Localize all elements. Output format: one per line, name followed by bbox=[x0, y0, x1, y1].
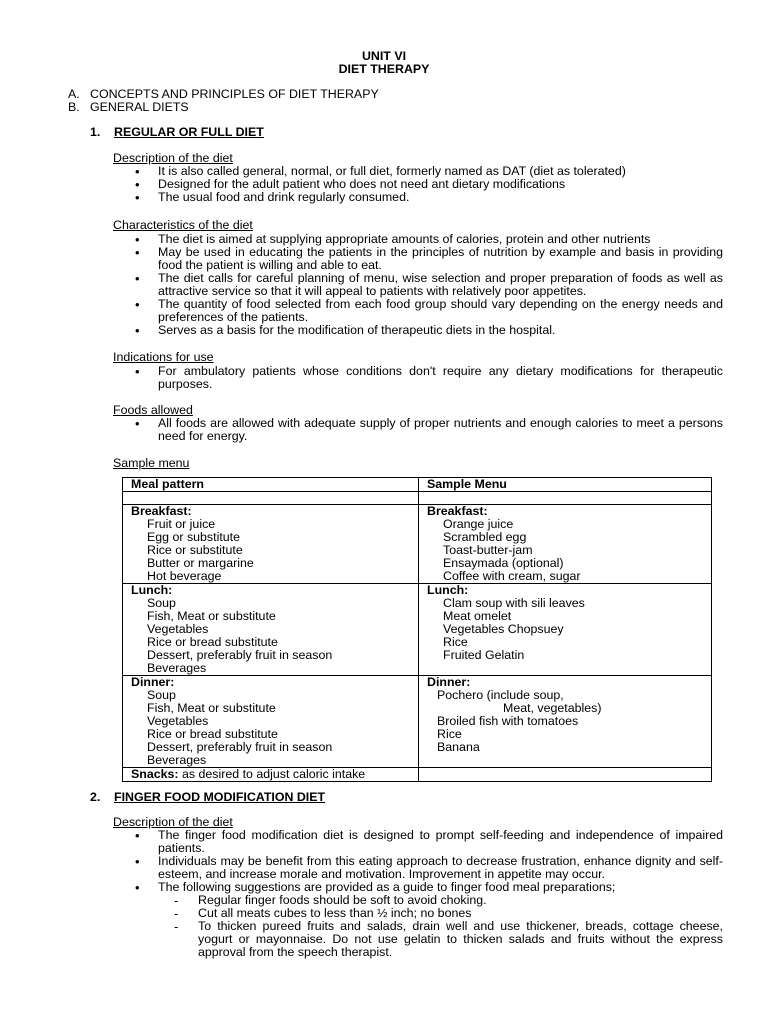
regular-diet-title: REGULAR OR FULL DIET bbox=[114, 125, 264, 139]
finger-food-list bbox=[135, 829, 723, 959]
lunch-pattern-cell bbox=[123, 584, 419, 676]
section-a-label: A. bbox=[68, 87, 80, 101]
list-item: • The quantity of food selected from each food group should vary depending on the energy needs and preferences of the patients. bbox=[135, 298, 723, 324]
meal-label: Breakfast: bbox=[427, 504, 488, 518]
table-row bbox=[123, 584, 712, 676]
characteristics-title: Characteristics of the diet bbox=[113, 218, 253, 232]
pattern-item: Butter or margarine bbox=[147, 556, 254, 570]
menu-item: Scrambled egg bbox=[443, 530, 527, 544]
menu-item: Banana bbox=[437, 740, 480, 754]
pattern-item: Soup bbox=[147, 688, 176, 702]
sample-menu-title: Sample menu bbox=[113, 456, 190, 470]
breakfast-pattern-cell bbox=[123, 505, 419, 584]
menu-item: Toast-butter-jam bbox=[443, 543, 533, 557]
list-item: • May be used in educating the patients in the principles of nutrition by example and basis in providing food the patient is willing and able to eat. bbox=[135, 246, 723, 272]
col-header-meal-pattern: Meal pattern bbox=[123, 478, 419, 492]
list-item-text: The following suggestions are provided as a guide to finger food meal preparations; bbox=[158, 880, 616, 894]
table-spacer-row bbox=[123, 492, 712, 505]
menu-item: Rice bbox=[437, 727, 462, 741]
section-b-text: GENERAL DIETS bbox=[90, 100, 189, 114]
snacks-text: as desired to adjust caloric intake bbox=[181, 767, 366, 781]
pattern-item: Vegetables bbox=[147, 622, 209, 636]
indications-title: Indications for use bbox=[113, 350, 214, 364]
menu-item: Rice bbox=[443, 635, 468, 649]
menu-item: Vegetables Chopsuey bbox=[443, 622, 564, 636]
section-b bbox=[68, 101, 189, 114]
unit-title: UNIT VI bbox=[361, 49, 407, 63]
list-item: • For ambulatory patients whose conditions don't require any dietary modifications for therapeutic purposes. bbox=[135, 365, 723, 391]
menu-item: Fruited Gelatin bbox=[443, 648, 525, 662]
snacks-row bbox=[123, 768, 712, 782]
list-item: • Individuals may be benefit from this eating approach to decrease frustration, enhance dignity and self-esteem, and increase morale and motivation. Improvement in appetite may occur. bbox=[135, 855, 723, 881]
section-b-label: B. bbox=[68, 100, 80, 114]
menu-item: Broiled fish with tomatoes bbox=[437, 714, 579, 728]
dinner-pattern-cell bbox=[123, 676, 419, 768]
pattern-item: Dessert, preferably fruit in season bbox=[147, 740, 333, 754]
finger-food-number: 2. bbox=[90, 790, 101, 804]
description-list bbox=[135, 165, 723, 204]
pattern-item: Dessert, preferably fruit in season bbox=[147, 648, 333, 662]
meal-label: Dinner: bbox=[427, 675, 471, 689]
pattern-item: Rice or substitute bbox=[147, 543, 243, 557]
breakfast-menu-cell bbox=[419, 505, 712, 584]
pattern-item: Beverages bbox=[147, 661, 207, 675]
col-header-sample-menu: Sample Menu bbox=[419, 478, 712, 492]
sub-list-item: - Regular finger foods should be soft to avoid choking. bbox=[174, 894, 723, 907]
dinner-menu-cell bbox=[419, 676, 712, 768]
pattern-item: Rice or bread substitute bbox=[147, 727, 278, 741]
list-item: • The finger food modification diet is designed to prompt self-feeding and independence of impaired patients. bbox=[135, 829, 723, 855]
sub-list-item: - Cut all meats cubes to less than ½ inch; no bones bbox=[174, 907, 723, 920]
pattern-item: Fish, Meat or substitute bbox=[147, 701, 276, 715]
meal-label: Dinner: bbox=[131, 675, 175, 689]
menu-item: Ensaymada (optional) bbox=[443, 556, 564, 570]
list-item: • It is also called general, normal, or full diet, formerly named as DAT (diet as tolerated) bbox=[135, 165, 723, 178]
pattern-item: Fish, Meat or substitute bbox=[147, 609, 276, 623]
meal-label: Lunch: bbox=[131, 583, 173, 597]
list-item: • The usual food and drink regularly consumed. bbox=[135, 191, 723, 204]
regular-diet-heading bbox=[90, 126, 264, 139]
finger-description-title: Description of the diet bbox=[113, 815, 233, 829]
regular-diet-number: 1. bbox=[90, 125, 101, 139]
snacks-cell bbox=[123, 768, 419, 782]
list-item: • The diet is aimed at supplying appropriate amounts of calories, protein and other nutrients bbox=[135, 233, 723, 246]
foods-allowed-title: Foods allowed bbox=[113, 403, 193, 417]
pattern-item: Beverages bbox=[147, 753, 207, 767]
menu-item: Meat, vegetables) bbox=[503, 701, 602, 715]
table-row bbox=[123, 676, 712, 768]
finger-food-heading bbox=[90, 791, 325, 804]
section-a-text: CONCEPTS AND PRINCIPLES OF DIET THERAPY bbox=[90, 87, 379, 101]
page-title: DIET THERAPY bbox=[338, 62, 430, 76]
pattern-item: Rice or bread substitute bbox=[147, 635, 278, 649]
suggestions-list bbox=[158, 894, 723, 959]
sample-menu-table bbox=[122, 477, 712, 782]
pattern-item: Hot beverage bbox=[147, 569, 222, 583]
characteristics-list bbox=[135, 233, 723, 337]
list-item: • The diet calls for careful planning of menu, wise selection and proper preparation of foods as well as attractive service so that it will appeal to patients with relatively poor appetites. bbox=[135, 272, 723, 298]
pattern-item: Vegetables bbox=[147, 714, 209, 728]
menu-item: Orange juice bbox=[443, 517, 514, 531]
pattern-item: Soup bbox=[147, 596, 176, 610]
indications-list bbox=[135, 365, 723, 391]
foods-allowed-list bbox=[135, 417, 723, 443]
list-item: • Serves as a basis for the modification of therapeutic diets in the hospital. bbox=[135, 324, 723, 337]
meal-label: Lunch: bbox=[427, 583, 469, 597]
meal-label: Breakfast: bbox=[131, 504, 192, 518]
pattern-item: Egg or substitute bbox=[147, 530, 240, 544]
list-item bbox=[135, 881, 723, 959]
table-row bbox=[123, 505, 712, 584]
lunch-menu-cell bbox=[419, 584, 712, 676]
sub-list-item: - To thicken pureed fruits and salads, drain well and use thickener, breads, cottage cheese, yogurt or mayonnaise. Do not use gelatin to thicken salads and fruits without the express approval from the speech therapist. bbox=[174, 920, 723, 959]
description-title: Description of the diet bbox=[113, 151, 233, 165]
finger-food-title: FINGER FOOD MODIFICATION DIET bbox=[114, 790, 326, 804]
menu-item: Clam soup with sili leaves bbox=[443, 596, 585, 610]
table-header-row bbox=[123, 478, 712, 492]
list-item: • All foods are allowed with adequate supply of proper nutrients and enough calories to meet a persons need for energy. bbox=[135, 417, 723, 443]
pattern-item: Fruit or juice bbox=[147, 517, 216, 531]
list-item: • Designed for the adult patient who does not need ant dietary modifications bbox=[135, 178, 723, 191]
menu-item: Meat omelet bbox=[443, 609, 512, 623]
snacks-label: Snacks: bbox=[131, 767, 179, 781]
menu-item: Coffee with cream, sugar bbox=[443, 569, 581, 583]
menu-item: Pochero (include soup, bbox=[437, 688, 564, 702]
